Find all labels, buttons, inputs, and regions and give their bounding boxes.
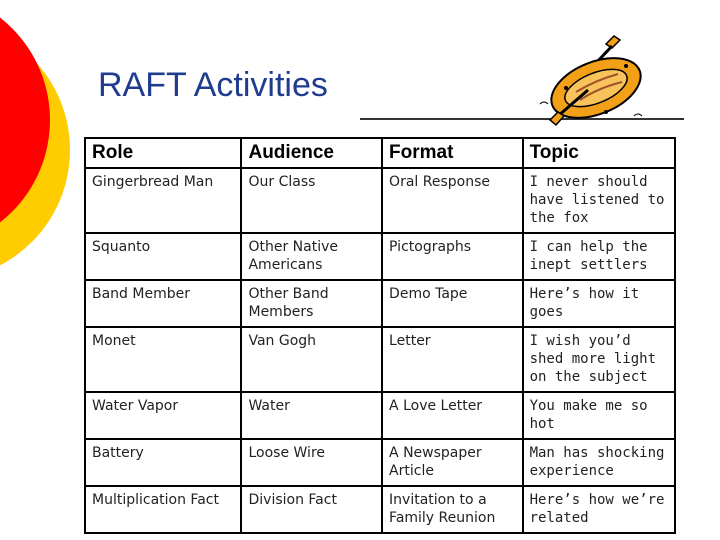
- format-cell: Oral Response: [382, 168, 523, 233]
- role-cell: Water Vapor: [85, 392, 241, 439]
- table-row: [85, 486, 675, 533]
- header-audience: Audience: [241, 138, 382, 168]
- table-row: [85, 439, 675, 486]
- page-title: RAFT Activities: [98, 66, 328, 104]
- format-cell: Letter: [382, 327, 523, 392]
- audience-cell: Loose Wire: [241, 439, 382, 486]
- topic-cell: I never should have listened to the fox: [523, 168, 675, 233]
- table-row: [85, 168, 675, 233]
- raft-table: [84, 137, 676, 534]
- topic-cell: Here’s how it goes: [523, 280, 675, 327]
- format-cell: A Love Letter: [382, 392, 523, 439]
- table-row: [85, 392, 675, 439]
- topic-cell: You make me so hot: [523, 392, 675, 439]
- table-row: [85, 327, 675, 392]
- table-row: [85, 233, 675, 280]
- header-role: Role: [85, 138, 241, 168]
- role-cell: Battery: [85, 439, 241, 486]
- role-cell: Band Member: [85, 280, 241, 327]
- header-topic: Topic: [523, 138, 675, 168]
- topic-cell: I wish you’d shed more light on the subject: [523, 327, 675, 392]
- role-cell: Multiplication Fact: [85, 486, 241, 533]
- topic-cell: I can help the inept settlers: [523, 233, 675, 280]
- format-cell: Invitation to a Family Reunion: [382, 486, 523, 533]
- audience-cell: Other Native Americans: [241, 233, 382, 280]
- format-cell: A Newspaper Article: [382, 439, 523, 486]
- role-cell: Monet: [85, 327, 241, 392]
- format-cell: Demo Tape: [382, 280, 523, 327]
- topic-cell: Man has shocking experience: [523, 439, 675, 486]
- audience-cell: Other Band Members: [241, 280, 382, 327]
- raft-clipart-icon: [536, 30, 651, 127]
- audience-cell: Our Class: [241, 168, 382, 233]
- topic-cell: Here’s how we’re related: [523, 486, 675, 533]
- audience-cell: Water: [241, 392, 382, 439]
- role-cell: Gingerbread Man: [85, 168, 241, 233]
- audience-cell: Van Gogh: [241, 327, 382, 392]
- table-row: [85, 280, 675, 327]
- audience-cell: Division Fact: [241, 486, 382, 533]
- table-header-row: [85, 138, 675, 168]
- role-cell: Squanto: [85, 233, 241, 280]
- format-cell: Pictographs: [382, 233, 523, 280]
- header-format: Format: [382, 138, 523, 168]
